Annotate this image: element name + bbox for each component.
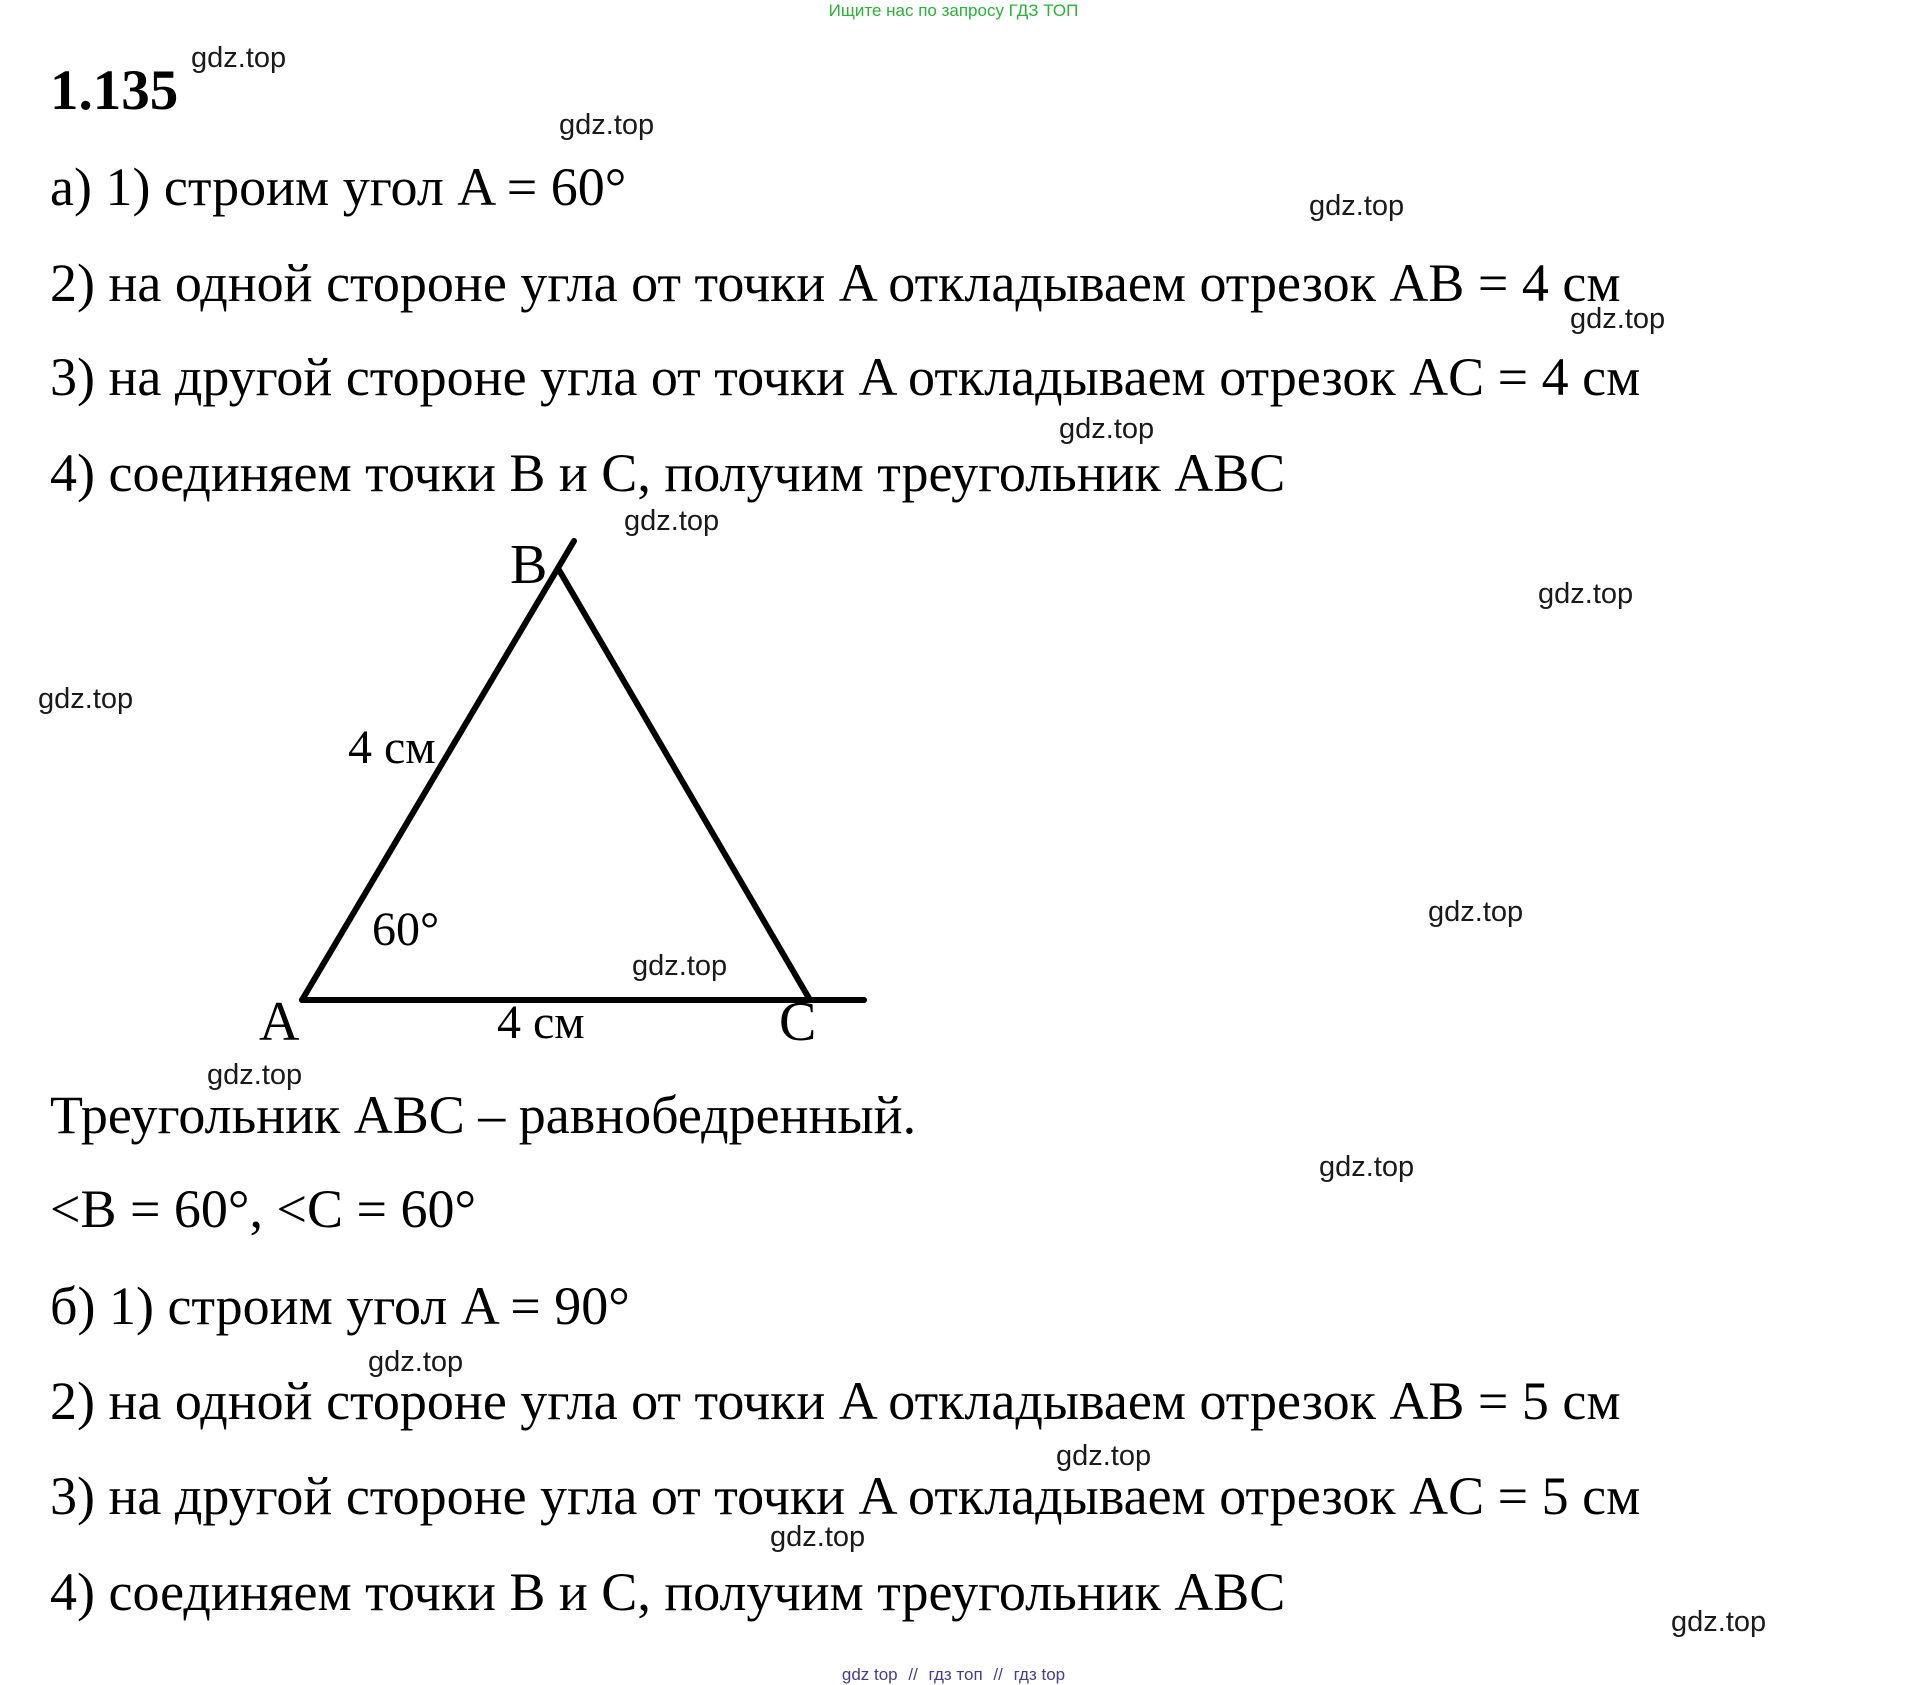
watermark: gdz.top: [1309, 190, 1405, 222]
watermark: gdz.top: [1428, 896, 1524, 928]
footer-link[interactable]: gdz top: [841, 1665, 898, 1684]
watermark: gdz.top: [1538, 578, 1634, 610]
vertex-c-label: C: [779, 991, 817, 1053]
vertex-b-label: B: [510, 534, 548, 596]
watermark: gdz.top: [624, 505, 720, 537]
part-b-step-2: 2) на одной стороне угла от точки A откладываем отрезок AB = 5 см: [50, 1371, 1621, 1431]
part-a-step-4: 4) соединяем точки B и C, получим треугольник ABC: [50, 443, 1286, 503]
footer-separator: //: [908, 1665, 918, 1684]
side-bc: [559, 570, 810, 1000]
part-a-angles: <B = 60°, <C = 60°: [50, 1179, 477, 1239]
watermark: gdz.top: [1056, 1440, 1152, 1472]
footer-link[interactable]: гдз top: [1013, 1665, 1066, 1684]
part-b-step-1: б) 1) строим угол A = 90°: [50, 1276, 630, 1336]
footer-links: [0, 1665, 1907, 1685]
part-a-step-1: а) 1) строим угол A = 60°: [50, 157, 627, 217]
part-b-step-4: 4) соединяем точки B и C, получим треугольник ABC: [50, 1562, 1286, 1622]
watermark: gdz.top: [632, 950, 728, 982]
part-a-step-2: 2) на одной стороне угла от точки A откладываем отрезок AB = 4 см: [50, 253, 1621, 313]
footer-link[interactable]: гдз топ: [928, 1665, 983, 1684]
footer-separator: //: [993, 1665, 1003, 1684]
part-b-step-3: 3) на другой стороне угла от точки A откладываем отрезок AC = 5 см: [50, 1466, 1641, 1526]
watermark: gdz.top: [1671, 1606, 1767, 1638]
watermark: gdz.top: [1319, 1151, 1415, 1183]
watermark: gdz.top: [1570, 303, 1666, 335]
vertex-a-label: A: [259, 991, 300, 1053]
watermark: gdz.top: [207, 1059, 303, 1091]
watermark: gdz.top: [368, 1346, 464, 1378]
watermark: gdz.top: [559, 109, 655, 141]
watermark: gdz.top: [1059, 413, 1155, 445]
side-ab-length-label: 4 см: [348, 721, 436, 774]
watermark: gdz.top: [770, 1521, 866, 1553]
part-a-conclusion: Треугольник ABC – равнобедренный.: [50, 1085, 917, 1145]
search-banner: Ищите нас по запросу ГДЗ ТОП: [828, 1, 1079, 20]
watermark: gdz.top: [38, 683, 134, 715]
watermark: gdz.top: [191, 42, 287, 74]
part-a-step-3: 3) на другой стороне угла от точки A откладываем отрезок AC = 4 см: [50, 347, 1641, 407]
angle-a-label: 60°: [372, 903, 440, 956]
problem-number: 1.135: [50, 59, 179, 122]
side-ac-length-label: 4 см: [497, 996, 585, 1049]
